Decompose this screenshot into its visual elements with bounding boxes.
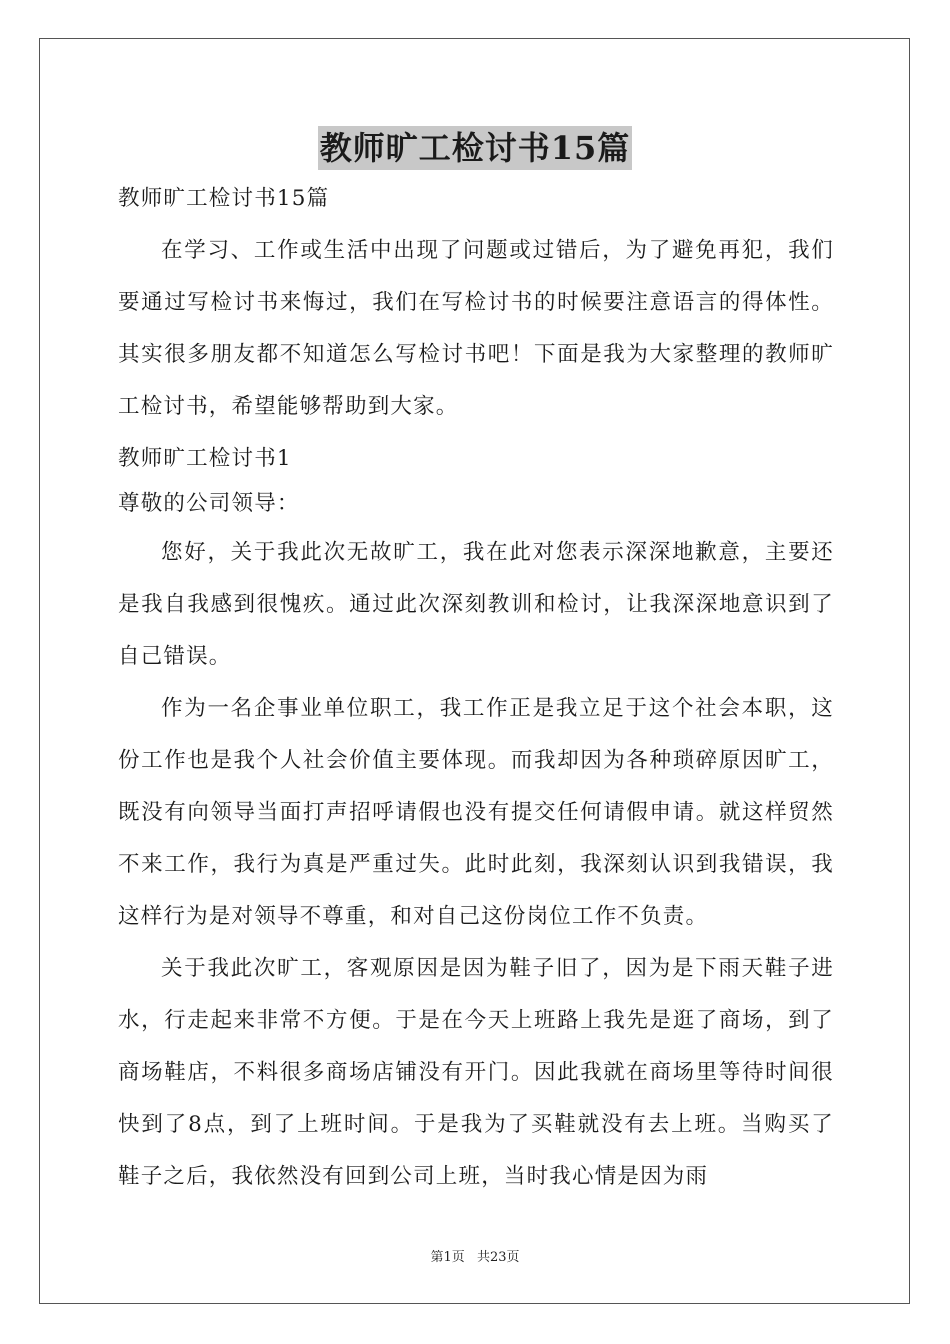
document-title: 教师旷工检讨书15篇 bbox=[318, 126, 633, 170]
body-paragraph: 您好，关于我此次无故旷工，我在此对您表示深深地歉意，主要还是我自我感到很愧疚。通过此次深刻教训和检讨，让我深深地意识到了自己错误。 bbox=[118, 540, 834, 669]
title-container bbox=[0, 126, 950, 170]
document-body bbox=[118, 176, 834, 1203]
section-heading: 教师旷工检讨书1 bbox=[118, 446, 292, 471]
intro-paragraph: 在学习、工作或生活中出现了问题或过错后，为了避免再犯，我们要通过写检讨书来悔过，我们在写检讨书的时候要注意语言的得体性。其实很多朋友都不知道怎么写检讨书吧！下面是我为大家整理的教师旷工检讨书，希望能够帮助到大家。 bbox=[118, 238, 834, 419]
salutation: 尊敬的公司领导： bbox=[118, 491, 300, 516]
page-footer bbox=[0, 1246, 950, 1265]
body-paragraph: 作为一名企事业单位职工，我工作正是我立足于这个社会本职，这份工作也是我个人社会价值主要体现。而我却因为各种琐碎原因旷工，既没有向领导当面打声招呼请假也没有提交任何请假申请。就这样贸然不来工作，我行为真是严重过失。此时此刻，我深刻认识到我错误，我这样行为是对领导不尊重，和对自己这份岗位工作不负责。 bbox=[118, 696, 834, 929]
document-subtitle: 教师旷工检讨书15篇 bbox=[118, 186, 330, 211]
page-number: 第1页 bbox=[430, 1250, 465, 1265]
page-total: 共23页 bbox=[476, 1250, 520, 1265]
body-paragraph: 关于我此次旷工，客观原因是因为鞋子旧了，因为是下雨天鞋子进水，行走起来非常不方便。于是在今天上班路上我先是逛了商场，到了商场鞋店，不料很多商场店铺没有开门。因此我就在商场里等待时间很快到了8点，到了上班时间。于是我为了买鞋就没有去上班。当购买了鞋子之后，我依然没有回到公司上班，当时我心情是因为雨 bbox=[118, 956, 834, 1189]
